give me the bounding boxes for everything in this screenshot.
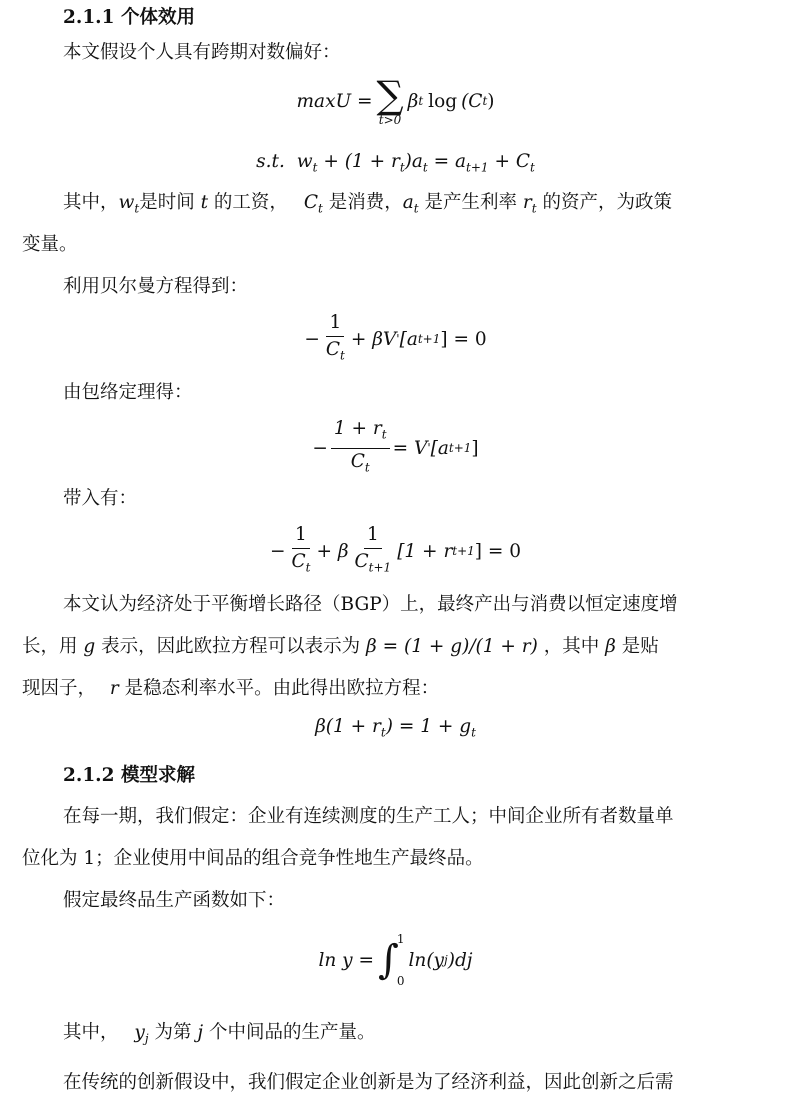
integral-lower: 0 <box>396 974 405 988</box>
eq3-den-sub: t <box>340 348 345 363</box>
eq4-prime: ' <box>427 441 431 456</box>
eq5-num1: 1 <box>292 524 310 549</box>
section-heading-2-1-2: 2.1.2 模型求解 <box>63 765 195 786</box>
eq2-a-sub: t <box>422 160 428 175</box>
equation-euler-substituted <box>0 524 791 579</box>
equation-budget-constraint <box>0 151 791 175</box>
eq6-b-sub: t <box>471 725 476 740</box>
equation-utility <box>0 73 791 127</box>
eq5-end: ] = 0 <box>474 540 522 562</box>
eq5-den1-sub: t <box>305 560 311 575</box>
equation-production-function <box>0 932 791 988</box>
eq1-log: log <box>428 90 458 112</box>
equation-bellman <box>0 312 791 367</box>
p1-C: C <box>303 192 318 213</box>
eq5-bracket: [1 + r <box>397 540 453 562</box>
p5-formula: β = (1 + g)/(1 + r) <box>366 636 538 657</box>
eq6-a: β(1 + r <box>315 716 381 737</box>
eq4-num-sub: t <box>381 427 387 442</box>
p1-r-sub: t <box>531 201 537 216</box>
eq3-num: 1 <box>326 312 344 337</box>
eq2-plus: + (1 + r <box>323 151 400 172</box>
p1-t: t <box>200 192 209 213</box>
eq4-rest: = V <box>392 437 428 459</box>
eq3-minus: − <box>304 328 320 350</box>
eq3-den: C <box>325 339 341 360</box>
p5-text-e: 现因子， <box>22 678 97 699</box>
p1-text-e: 是产生利率 <box>424 192 517 213</box>
eq2-w: w <box>296 151 313 172</box>
p8-y-sub: j <box>144 1031 149 1046</box>
eq5-br-sub: t+1 <box>452 544 475 559</box>
p8-text-c: 个中间品的生产量。 <box>209 1022 376 1043</box>
eq3-br-sub: t+1 <box>417 332 441 347</box>
eq1-arg-close: ) <box>487 90 495 112</box>
p5-text-f: 是稳态利率水平。由此得出欧拉方程： <box>124 678 440 699</box>
eq4-den: C <box>350 450 365 472</box>
paragraph-bgp-line1: 本文认为经济处于平衡增长路径（BGP）上，最终产出与消费以恒定速度增 <box>63 594 678 615</box>
paragraph-bgp-line2 <box>22 634 791 660</box>
p8-text-a: 其中， <box>63 1022 119 1043</box>
p1-a-sub: t <box>413 201 419 216</box>
eq5-den2: C <box>354 551 369 572</box>
section-heading-2-1-1: 2.1.1 个体效用 <box>63 7 195 28</box>
eq2-equals: = a <box>433 151 467 172</box>
eq7-body-end: )dj <box>447 949 473 971</box>
eq7-body: ln(y <box>408 949 444 971</box>
p1-w-sub: t <box>134 201 140 216</box>
eq5-den2-sub: t+1 <box>368 560 392 575</box>
eq1-arg: (C <box>461 90 483 112</box>
eq4-fraction <box>331 418 390 478</box>
p8-y: y <box>134 1022 145 1043</box>
eq1-sup: t <box>418 94 424 108</box>
eq4-end: ] <box>471 437 479 459</box>
p1-C-sub: t <box>317 201 323 216</box>
equation-envelope <box>0 418 791 478</box>
eq5-mid: + β <box>316 540 349 562</box>
eq1-beta: β <box>407 90 419 112</box>
eq4-minus: − <box>312 437 328 459</box>
paragraph-production: 假定最终品生产函数如下： <box>63 890 286 911</box>
eq3-rest: + βV <box>350 328 397 350</box>
p1-text-b: 是时间 <box>139 192 195 213</box>
p8-j: j <box>197 1022 204 1043</box>
integral-upper: 1 <box>396 932 405 946</box>
p5-beta: β <box>605 636 616 657</box>
eq2-plus-c: + C <box>494 151 530 172</box>
paragraph-intermediate <box>63 1020 791 1052</box>
p5-text-d: 是贴 <box>621 636 659 657</box>
p1-text-a: 其中， <box>63 192 119 213</box>
eq2-w-sub: t <box>312 160 318 175</box>
p5-r: r <box>109 678 119 699</box>
eq4-bracket: [a <box>430 437 449 459</box>
eq4-den-sub: t <box>364 460 370 475</box>
p5-text-a: 长，用 <box>22 636 78 657</box>
p1-r: r <box>522 192 532 213</box>
paragraph-bgp-line3 <box>22 676 791 702</box>
p5-text-b: 表示，因此欧拉方程可以表示为 <box>101 636 361 657</box>
summation-symbol: ∑ t>0 <box>376 73 404 127</box>
eq5-fraction-2 <box>352 524 395 579</box>
paragraph-assumptions-line2: 位化为 1；企业使用中间品的组合竞争性地生产最终品。 <box>22 848 484 869</box>
eq3-fraction <box>323 312 348 367</box>
eq5-num2: 1 <box>364 524 382 549</box>
sum-subscript: t>0 <box>378 113 402 127</box>
eq7-body-sub: j <box>444 953 448 967</box>
p1-text-f: 的资产，为政策 <box>542 192 672 213</box>
paragraph-variables-line1 <box>63 190 791 222</box>
equation-euler <box>0 716 791 740</box>
eq5-fraction-1 <box>288 524 313 579</box>
eq2-st: s.t. <box>256 151 285 172</box>
paragraph-assumptions-line1: 在每一期，我们假定：企业有连续测度的生产工人；中间企业所有者数量单 <box>63 806 674 827</box>
eq5-den1: C <box>291 551 306 572</box>
eq1-arg-sub: t <box>482 94 488 108</box>
eq2-close: )a <box>404 151 423 172</box>
eq4-num: 1 + r <box>333 418 382 439</box>
p5-g: g <box>83 636 96 657</box>
p8-text-b: 为第 <box>154 1022 192 1043</box>
eq3-bracket: [a <box>399 328 418 350</box>
p1-text-c: 的工资， <box>213 192 288 213</box>
eq7-lhs: ln y = <box>318 949 374 971</box>
paragraph-intro: 本文假设个人具有跨期对数偏好： <box>63 42 341 63</box>
eq3-end: ] = 0 <box>440 328 487 350</box>
eq2-c-sub: t <box>529 160 535 175</box>
paragraph-innovation: 在传统的创新假设中，我们假定企业创新是为了经济利益，因此创新之后需 <box>63 1072 674 1093</box>
p1-w: w <box>118 192 135 213</box>
eq3-prime: ' <box>396 332 400 347</box>
eq2-r-sub: t <box>399 160 405 175</box>
eq2-a1-sub: t+1 <box>466 160 489 175</box>
integral-symbol: ∫ 1 0 <box>378 932 405 988</box>
eq5-minus: − <box>269 540 286 562</box>
eq6-b: ) = 1 + g <box>385 716 472 737</box>
paragraph-envelope: 由包络定理得： <box>63 382 193 403</box>
paragraph-substitute: 带入有： <box>63 488 138 509</box>
eq6-a-sub: t <box>380 725 386 740</box>
eq1-lhs: maxU = <box>296 90 373 112</box>
p5-text-c: ，其中 <box>543 636 600 657</box>
paragraph-bellman: 利用贝尔曼方程得到： <box>63 276 249 297</box>
eq4-br-sub: t+1 <box>448 441 472 456</box>
p1-text-d: 是消费， <box>328 192 403 213</box>
p1-a: a <box>402 192 414 213</box>
paragraph-variables-line2: 变量。 <box>22 234 78 255</box>
